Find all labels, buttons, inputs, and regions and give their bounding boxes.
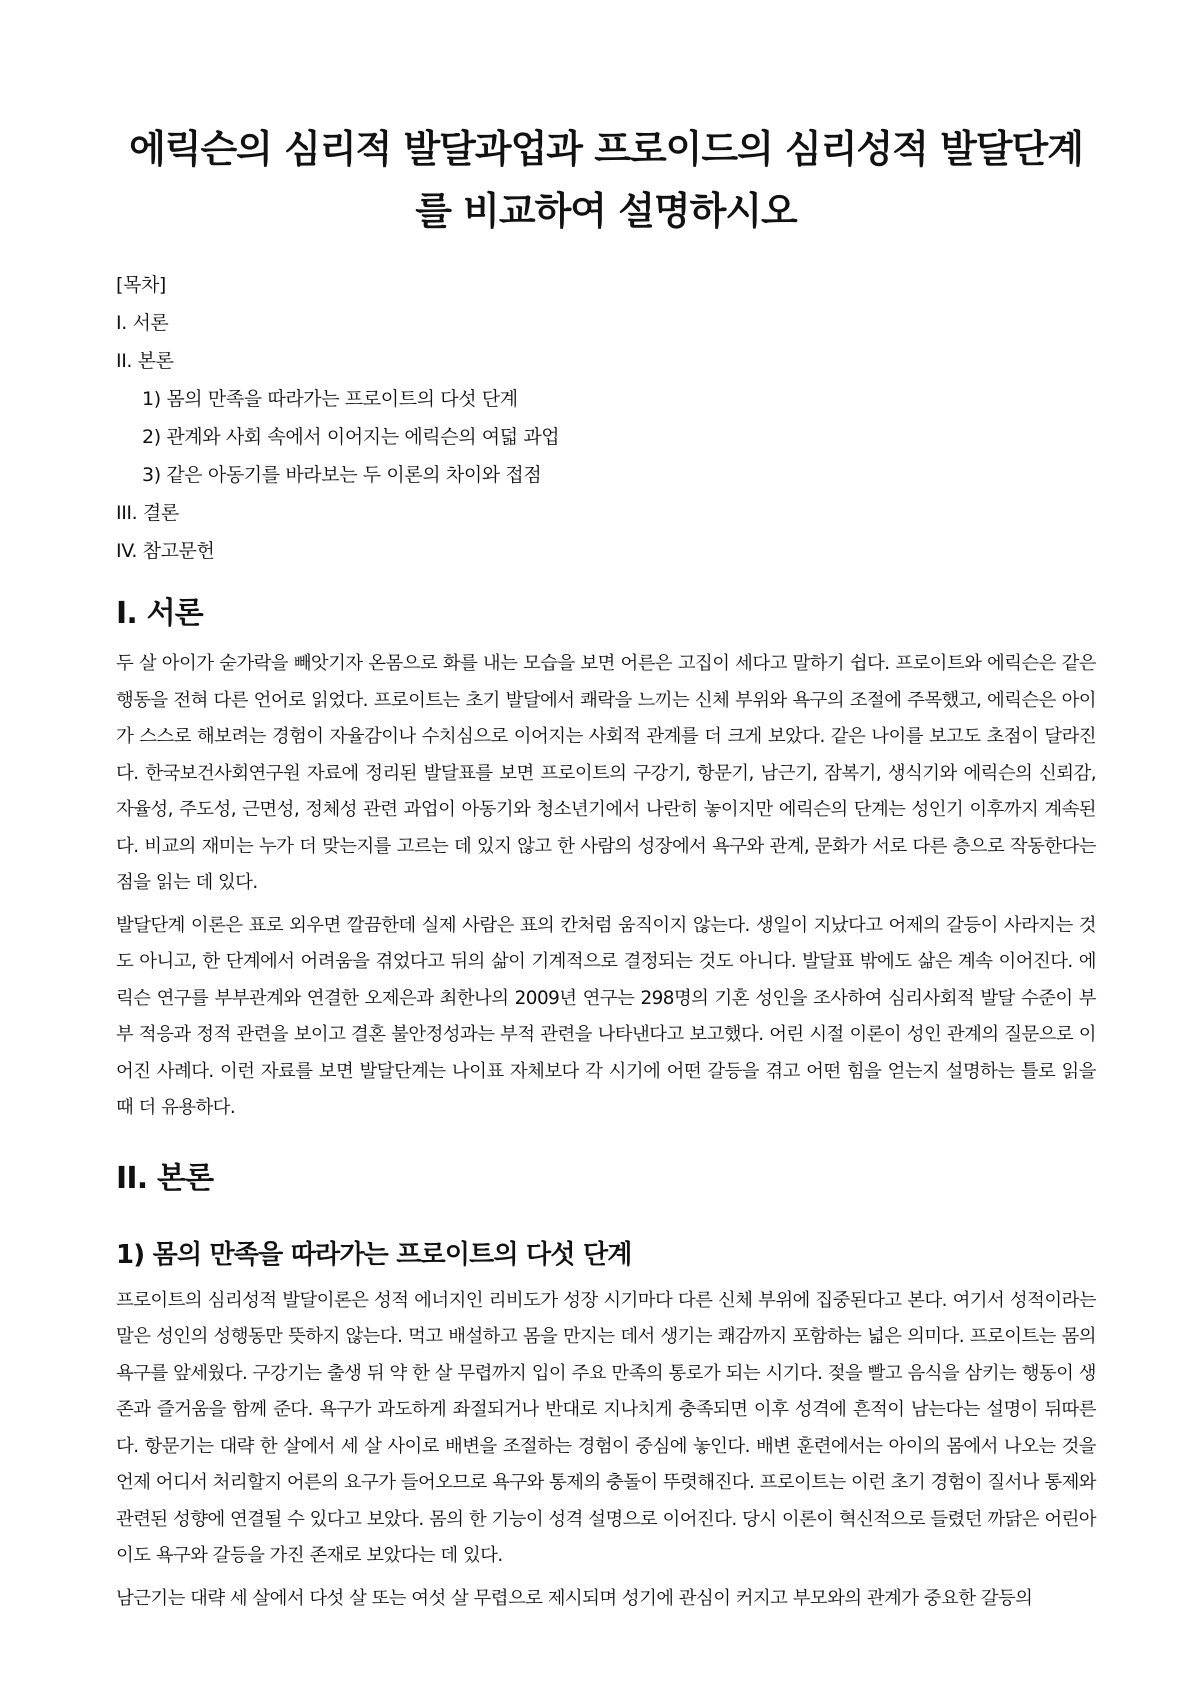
subsection-heading-freud: 1) 몸의 만족을 따라가는 프로이트의 다섯 단계 [116, 1239, 632, 1270]
toc-item-references: IV. 참고문헌 [116, 540, 215, 562]
toc-item-body-3: 3) 같은 아동기를 바라보는 두 이론의 차이와 접점 [142, 464, 542, 486]
toc-item-body-2: 2) 관계와 사회 속에서 이어지는 에릭슨의 여덟 과업 [142, 426, 560, 448]
freud-paragraph-2: 남근기는 대략 세 살에서 다섯 살 또는 여섯 살 무렵으로 제시되며 성기에 관심이 커지고 부모와의 관계가 중요한 갈등의 [116, 1587, 1033, 1609]
toc-heading: [목차] [116, 274, 166, 296]
table-of-contents [116, 266, 1096, 570]
intro-paragraph-1: 두 살 아이가 숟가락을 빼앗기자 온몸으로 화를 내는 모습을 보면 어른은 고집이 세다고 말하기 쉽다. 프로이트와 에릭슨은 같은 행동을 전혀 다른 언어로 읽었다. 프로이트는 초기 발달에서 쾌락을 느끼는 신체 부위와 욕구의 조절에 주목했고, 에릭슨은 아이가 스스로 해보려는 경험이 자율감이나 수치심으로 이어지는 사회적 관계를 더 크게 보았다. 같은 나이를 보고도 초점이 달라진다. 한국보건사회연구원 자료에 정리된 발달표를 보면 프로이트의 구강기, 항문기, 남근기, 잠복기, 생식기와 에릭슨의 신뢰감, 자율성, 주도성, 근면성, 정체성 관련 과업이 아동기와 청소년기에서 나란히 놓이지만 에릭슨의 단계는 성인기 이후까지 계속된다. 비교의 재미는 누가 더 맞는지를 고르는 데 있지 않고 한 사람의 성장에서 욕구와 관계, 문화가 서로 다른 층으로 작동한다는 점을 읽는 데 있다. [116, 653, 1096, 893]
intro-paragraph-2: 발달단계 이론은 표로 외우면 깔끔한데 실제 사람은 표의 칸처럼 움직이지 않는다. 생일이 지났다고 어제의 갈등이 사라지는 것도 아니고, 한 단계에서 어려움을 겪었다고 뒤의 삶이 기계적으로 결정되는 것도 아니다. 발달표 밖에도 삶은 계속 이어진다. 에릭슨 연구를 부부관계와 연결한 오제은과 최한나의 2009년 연구는 298명의 기혼 성인을 조사하여 심리사회적 발달 수준이 부부 적응과 정적 관련을 보이고 결혼 불안정성과는 부적 관련을 나타낸다고 보고했다. 어린 시절 이론이 성인 관계의 질문으로 이어진 사례다. 이런 자료를 보면 발달단계는 나이표 자체보다 각 시기에 어떤 갈등을 겪고 어떤 힘을 얻는지 설명하는 틀로 읽을 때 더 유용하다. [116, 914, 1096, 1118]
toc-item-intro: I. 서론 [116, 312, 169, 334]
toc-item-body-1: 1) 몸의 만족을 따라가는 프로이트의 다섯 단계 [142, 388, 518, 410]
freud-paragraph-1: 프로이트의 심리성적 발달이론은 성적 에너지인 리비도가 성장 시기마다 다른 신체 부위에 집중된다고 본다. 여기서 성적이라는 말은 성인의 성행동만 뜻하지 않는다. 먹고 배설하고 몸을 만지는 데서 생기는 쾌감까지 포함하는 넓은 의미다. 프로이트는 몸의 욕구를 앞세웠다. 구강기는 출생 뒤 약 한 살 무렵까지 입이 주요 만족의 통로가 되는 시기다. 젖을 빨고 음식을 삼키는 행동이 생존과 즐거움을 함께 준다. 욕구가 과도하게 좌절되거나 반대로 지나치게 충족되면 이후 성격에 흔적이 남는다는 설명이 뒤따른다. 항문기는 대략 한 살에서 세 살 사이로 배변을 조절하는 경험이 중심에 놓인다. 배변 훈련에서는 아이의 몸에서 나오는 것을 언제 어디서 처리할지 어른의 요구가 들어오므로 욕구와 통제의 충돌이 뚜렷해진다. 프로이트는 이런 초기 경험이 질서나 통제와 관련된 성향에 연결될 수 있다고 보았다. 몸의 한 기능이 성격 설명으로 이어진다. 당시 이론이 혁신적으로 들렸던 까닭은 어린아이도 욕구와 갈등을 가진 존재로 보았다는 데 있다. [116, 1289, 1096, 1566]
section-heading-intro: I. 서론 [116, 596, 203, 631]
document-title: 에릭슨의 심리적 발달과업과 프로이드의 심리성적 발달단계를 비교하여 설명하시오 [129, 127, 1083, 233]
toc-item-body: II. 본론 [116, 350, 174, 372]
toc-item-conclusion: III. 결론 [116, 502, 179, 524]
section-heading-body: II. 본론 [116, 1160, 214, 1196]
